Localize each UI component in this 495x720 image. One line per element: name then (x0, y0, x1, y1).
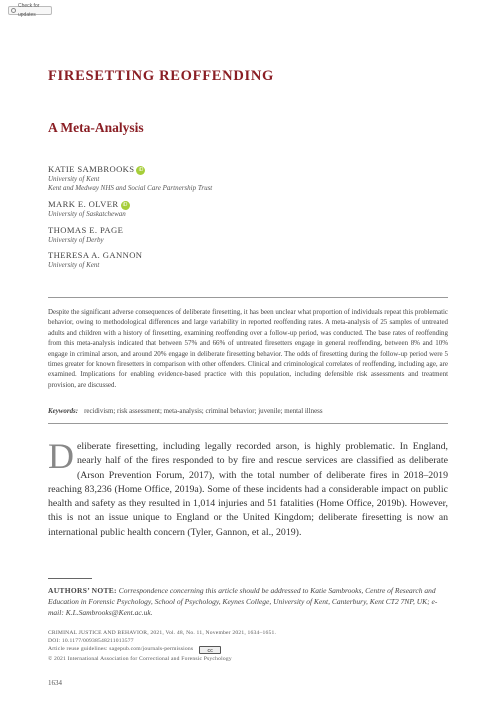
article-title: FIRESETTING REOFFENDING (48, 68, 274, 84)
body-text: eliberate firesetting, including legally recorded arson, is highly problematic. In England, nearly half of the fires responded to by fire and rescue services are classified as deliberate (Arson Prevention Forum, 2017), with the total number of deliberate fires in 2018–2019 reaching 83,236 (Home Office, 2019a). Some of these incidents had a considerable impact on public health and safety as they resulted in 1,014 injuries and 51 fatalities (Home Office, 2019b). However, this is not an issue unique to England or the United Kingdom; deliberate firesetting is now an international public health concern (Tyler, Gannon, et al., 2019). (48, 441, 448, 538)
drop-cap: D (48, 436, 74, 476)
author-name: KATIE SAMBROOKS (48, 164, 135, 174)
abstract: Despite the significant adverse consequences of deliberate firesetting, it has been unclear what proportion of individuals repeat this problematic behavior, owing to methodological differences and large variability in reported reoffending rates. A meta-analysis of 25 samples of untreated adults and children with a history of firesetting, examining reoffending over a follow-up period, was conducted. The base rates of reoffending from this meta-analysis indicated that between 57% and 66% of untreated firesetters engage in general reoffending, between 8% and 10% engage in criminal arson, and around 20% engage in deliberate firesetting behavior. The odds of firesetting during the follow-up period were 5 times greater for known firesetters in comparison with other offenders. Clinical and criminological correlates of reoffending, including age, are examined. Implications for enabling evidence-based practice with this population, including defensible risk assessments and treatment provision, are discussed. (48, 308, 448, 389)
author-affiliation: University of Saskatchewan (48, 210, 126, 218)
keywords-label: Keywords: (48, 407, 79, 415)
check-badge-label: Check for updates (18, 2, 40, 18)
journal-doi[interactable]: DOI: 10.1177/00938548211013577 (48, 638, 134, 644)
abstract-top-rule (48, 297, 448, 298)
author-1 (48, 164, 145, 175)
authors-note-text: Correspondence concerning this article should be addressed to Katie Sambrooks, Centre of Research and Education in Forensic Psychology, School of Psychology, Keynes College, University of Kent, Canterbury, Kent CT2 7NP, UK; e-mail: K.L.Sambrooks@Kent.ac.uk. (48, 586, 438, 618)
author-name: THOMAS E. PAGE (48, 225, 124, 235)
abstract-bottom-rule (48, 423, 448, 424)
check-for-updates-badge[interactable] (8, 2, 52, 18)
body-paragraph (48, 436, 448, 540)
orcid-icon[interactable]: iD (121, 201, 130, 210)
footnote-rule (48, 578, 92, 579)
author-3 (48, 225, 123, 235)
author-affiliation: University of Kent (48, 175, 100, 183)
authors-note (48, 585, 452, 619)
keywords (48, 407, 448, 415)
reuse-link[interactable]: Article reuse guidelines: sagepub.com/journals-permissions (48, 646, 194, 652)
journal-citation: CRIMINAL JUSTICE AND BEHAVIOR, 2021, Vol. 48, No. 11, November 2021, 1634–1651. (48, 630, 277, 636)
journal-copyright: © 2021 International Association for Correctional and Forensic Psychology (48, 656, 232, 662)
journal-reuse (48, 646, 221, 654)
author-name: THERESA A. GANNON (48, 250, 143, 260)
orcid-icon[interactable]: iD (136, 166, 145, 175)
author-affiliation: Kent and Medway NHS and Social Care Partnership Trust (48, 184, 213, 192)
authors-note-label: AUTHORS’ NOTE: (48, 586, 117, 595)
author-4 (48, 250, 142, 260)
cc-license-icon[interactable]: cc (199, 646, 221, 654)
author-2 (48, 199, 130, 210)
keywords-list: recidivism; risk assessment; meta-analysis; criminal behavior; juvenile; mental illness (84, 407, 323, 415)
author-name: MARK E. OLVER (48, 199, 119, 209)
author-affiliation: University of Derby (48, 236, 104, 244)
article-subtitle: A Meta-Analysis (48, 120, 144, 135)
author-affiliation: University of Kent (48, 261, 100, 269)
page-number: 1634 (48, 679, 62, 687)
check-icon (11, 8, 16, 13)
